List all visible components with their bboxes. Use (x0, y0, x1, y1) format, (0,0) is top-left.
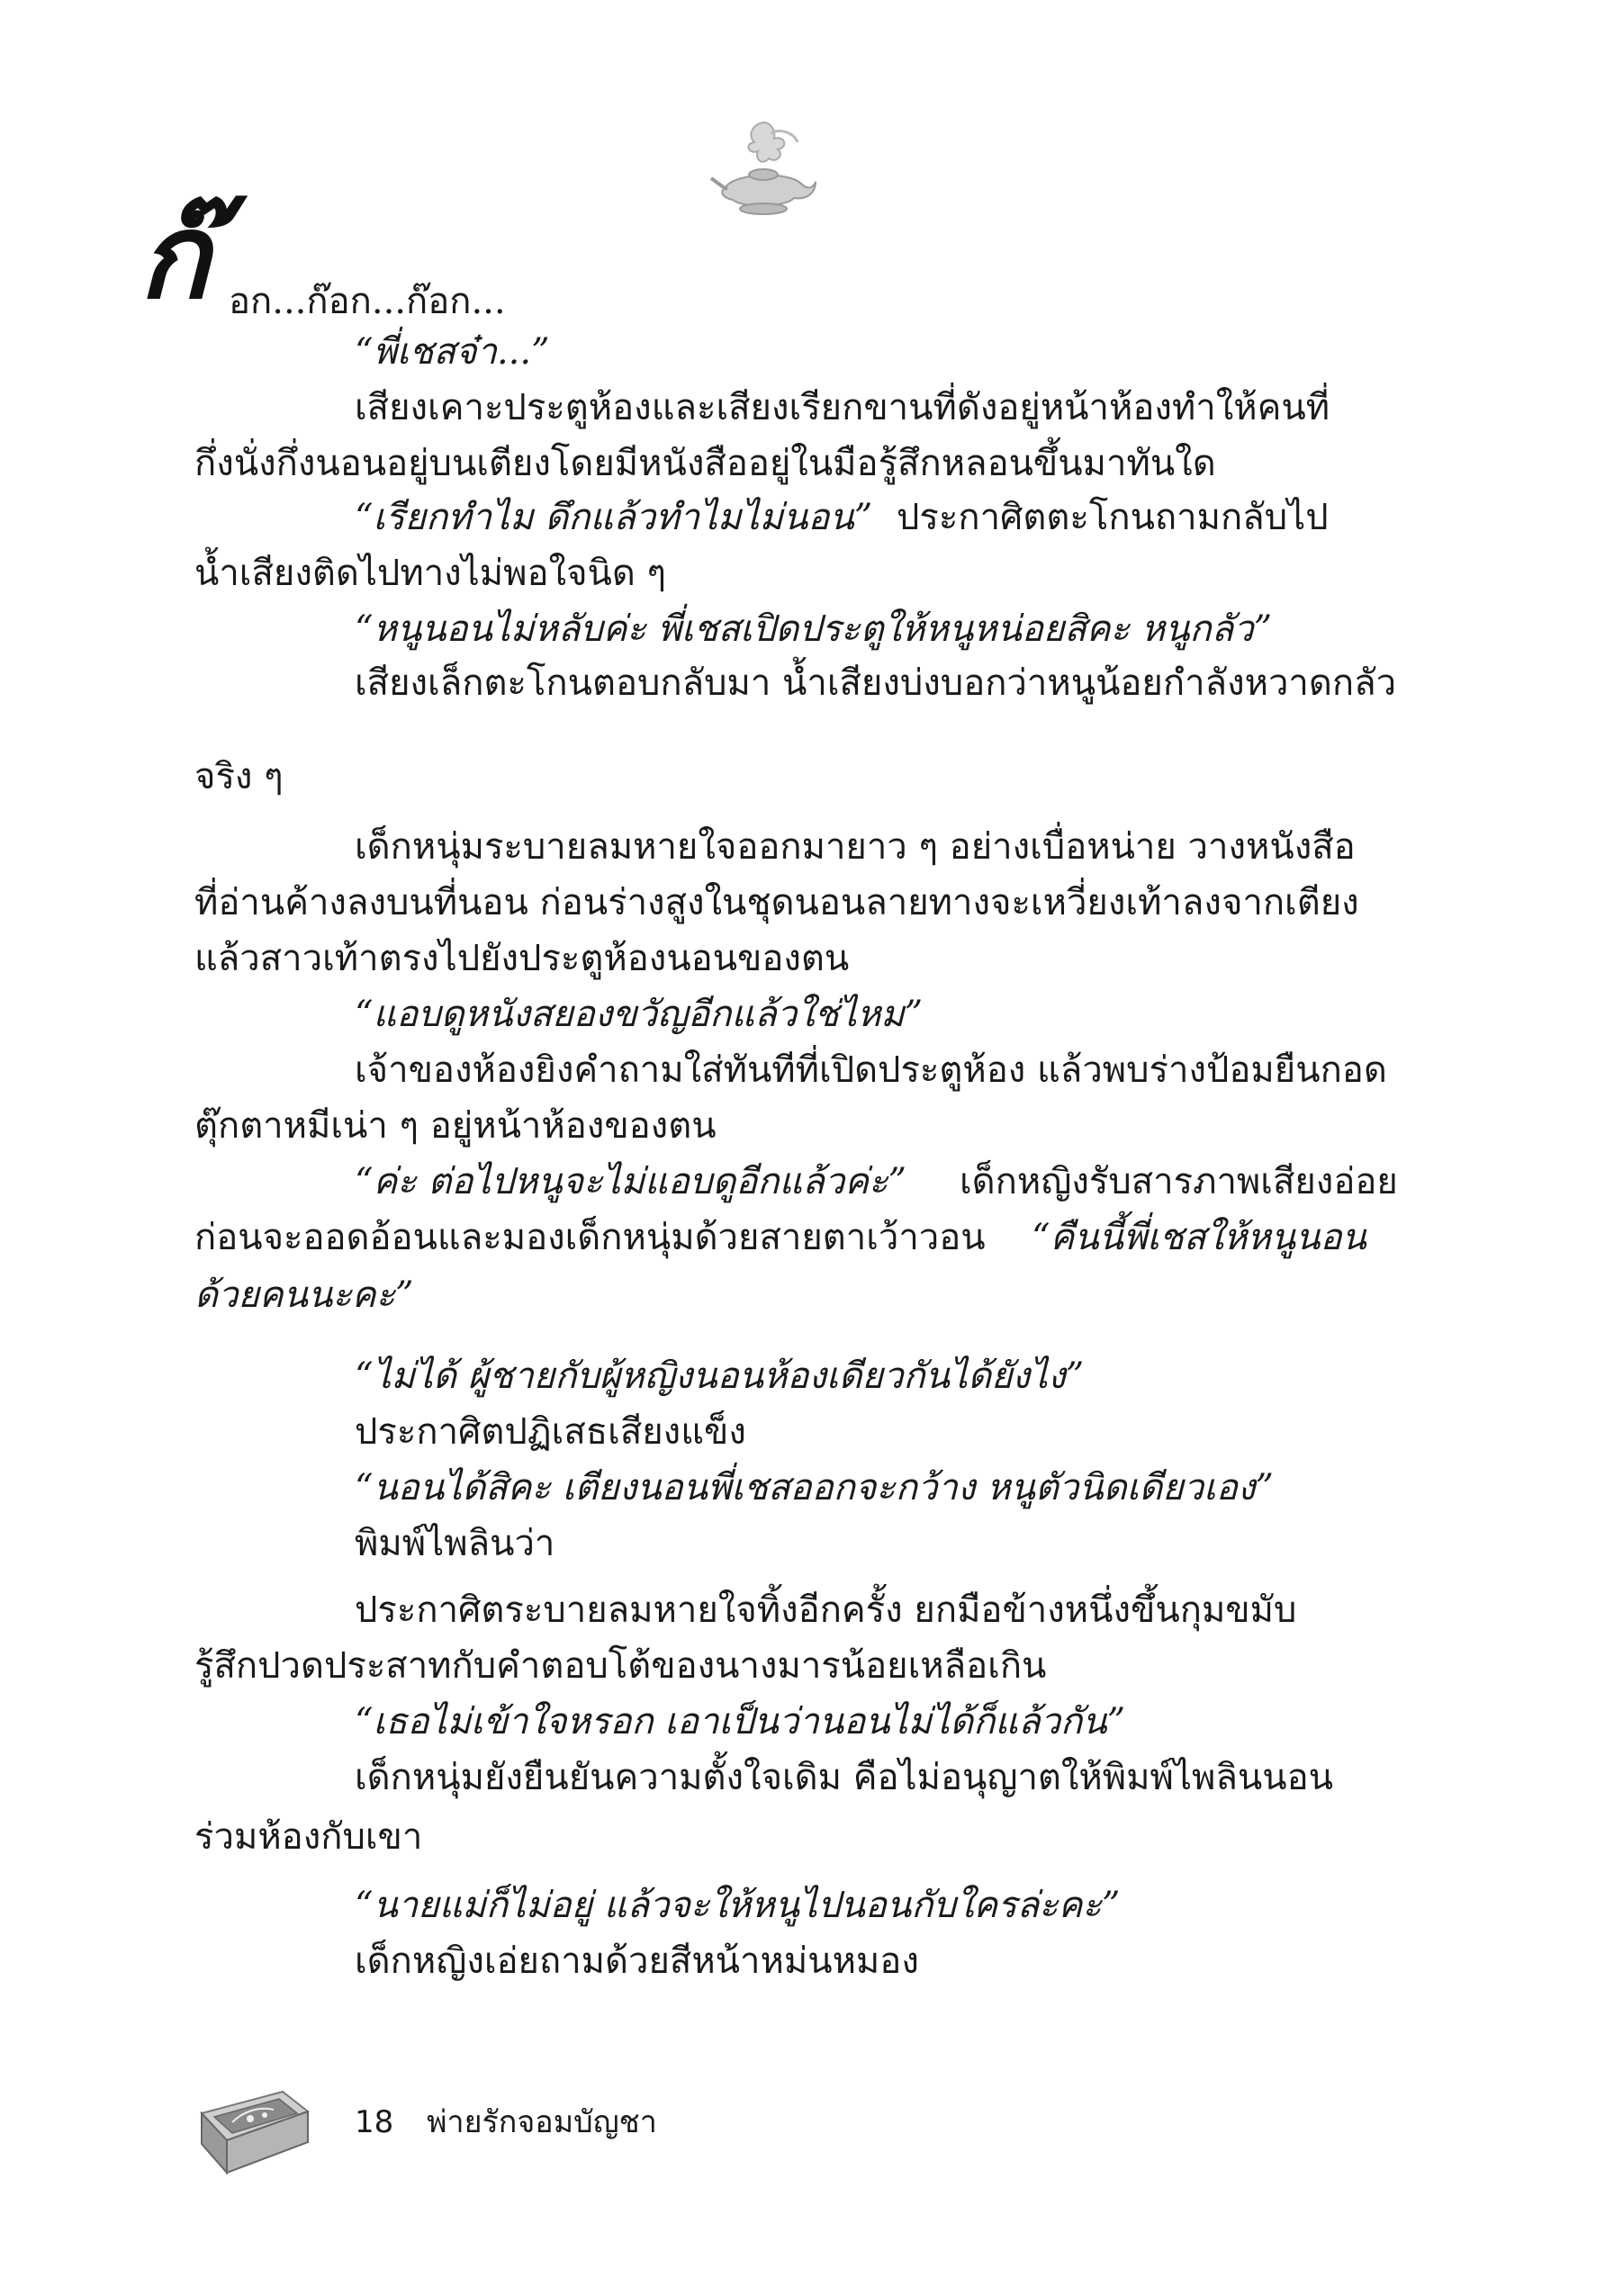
paragraph-line: ประกาศิตตะโกนถามกลับไป (897, 497, 1329, 538)
paragraph-line: ที่อ่านค้างลงบนที่นอน ก่อนร่างสูงในชุดนอนลายทางจะเหวี่ยงเท้าลงจากเตียง (194, 882, 1359, 923)
page-footer (355, 2102, 657, 2142)
opening-line: อก...ก๊อก...ก๊อก... (229, 281, 506, 322)
dialogue-line: “นายแม่ก็ไม่อยู่ แล้วจะให้หนูไปนอนกับใครล่ะคะ” (355, 1885, 1121, 1926)
paragraph-line: จริง ๆ (194, 756, 284, 797)
paragraph-line: น้ำเสียงติดไปทางไม่พอใจนิด ๆ (194, 553, 667, 594)
dialogue-line: “นอนได้สิคะ เตียงนอนพี่เชสออกจะกว้าง หนูตัวนิดเดียวเอง” (355, 1467, 1274, 1508)
dialogue-line: “พี่เชสจ๋า...” (355, 331, 550, 373)
drop-cap-letter: ก๊ (139, 187, 210, 325)
dialogue-line: ด้วยคนนะคะ” (194, 1274, 414, 1316)
paragraph-line: ประกาศิตระบายลมหายใจทิ้งอีกครั้ง ยกมือข้างหนึ่งขึ้นกุมขมับ (355, 1589, 1297, 1631)
dialogue-line: “แอบดูหนังสยองขวัญอีกแล้วใช่ไหม” (355, 994, 924, 1035)
paragraph-line: เด็กหนุ่มระบายลมหายใจออกมายาว ๆ อย่างเบื่อหน่าย วางหนังสือ (355, 826, 1356, 868)
paragraph-line: ร่วมห้องกับเขา (194, 1816, 423, 1858)
paragraph-line: กึ่งนั่งกึ่งนอนอยู่บนเตียงโดยมีหนังสืออยู่ในมือรู้สึกหลอนขึ้นมาทันใด (194, 443, 1216, 484)
page-number: 18 (355, 2104, 394, 2140)
dialogue-line: “คืนนี้พี่เชสให้หนูนอน (1032, 1217, 1366, 1258)
jewelry-box-icon (196, 2086, 311, 2176)
book-title: พ่ายรักจอมบัญชา (427, 2104, 657, 2140)
magic-lamp-icon (708, 115, 819, 221)
paragraph-line: ประกาศิตปฏิเสธเสียงแข็ง (355, 1411, 746, 1453)
paragraph-line: เสียงเล็กตะโกนตอบกลับมา น้ำเสียงบ่งบอกว่าหนูน้อยกำลังหวาดกลัว (355, 662, 1397, 704)
dialogue-line: “หนูนอนไม่หลับค่ะ พี่เชสเปิดประตูให้หนูหน่อยสิคะ หนูกลัว” (355, 608, 1273, 650)
paragraph-line: เจ้าของห้องยิงคำถามใส่ทันทีที่เปิดประตูห้อง แล้วพบร่างป้อมยืนกอด (355, 1049, 1387, 1091)
dialogue-line: “เธอไม่เข้าใจหรอก เอาเป็นว่านอนไม่ได้ก็แล้วกัน” (355, 1701, 1126, 1742)
dialogue-line: “ค่ะ ต่อไปหนูจะไม่แอบดูอีกแล้วค่ะ” (355, 1161, 906, 1202)
paragraph-line: เด็กหญิงเอ่ยถามด้วยสีหน้าหม่นหมอง (355, 1940, 919, 1982)
paragraph-line: พิมพ์ไพลินว่า (355, 1523, 555, 1564)
paragraph-line: เด็กหนุ่มยังยืนยันความตั้งใจเดิม คือไม่อนุญาตให้พิมพ์ไพลินนอน (355, 1757, 1333, 1798)
paragraph-line: แล้วสาวเท้าตรงไปยังประตูห้องนอนของตน (194, 938, 850, 979)
paragraph-line: เด็กหญิงรับสารภาพเสียงอ่อย (960, 1161, 1398, 1202)
paragraph-line: เสียงเคาะประตูห้องและเสียงเรียกขานที่ดังอยู่หน้าห้องทำให้คนที่ (355, 387, 1330, 428)
dialogue-line: “เรียกทำไม ดึกแล้วทำไมไม่นอน” (355, 497, 873, 538)
paragraph-line: รู้สึกปวดประสาทกับคำตอบโต้ของนางมารน้อยเหลือเกิน (194, 1645, 1047, 1687)
paragraph-line: ตุ๊กตาหมีเน่า ๆ อยู่หน้าห้องของตน (194, 1105, 717, 1147)
paragraph-line: ก่อนจะออดอ้อนและมองเด็กหนุ่มด้วยสายตาเว้าวอน (194, 1217, 986, 1258)
dialogue-line: “ไม่ได้ ผู้ชายกับผู้หญิงนอนห้องเดียวกันได้ยังไง” (355, 1355, 1085, 1397)
